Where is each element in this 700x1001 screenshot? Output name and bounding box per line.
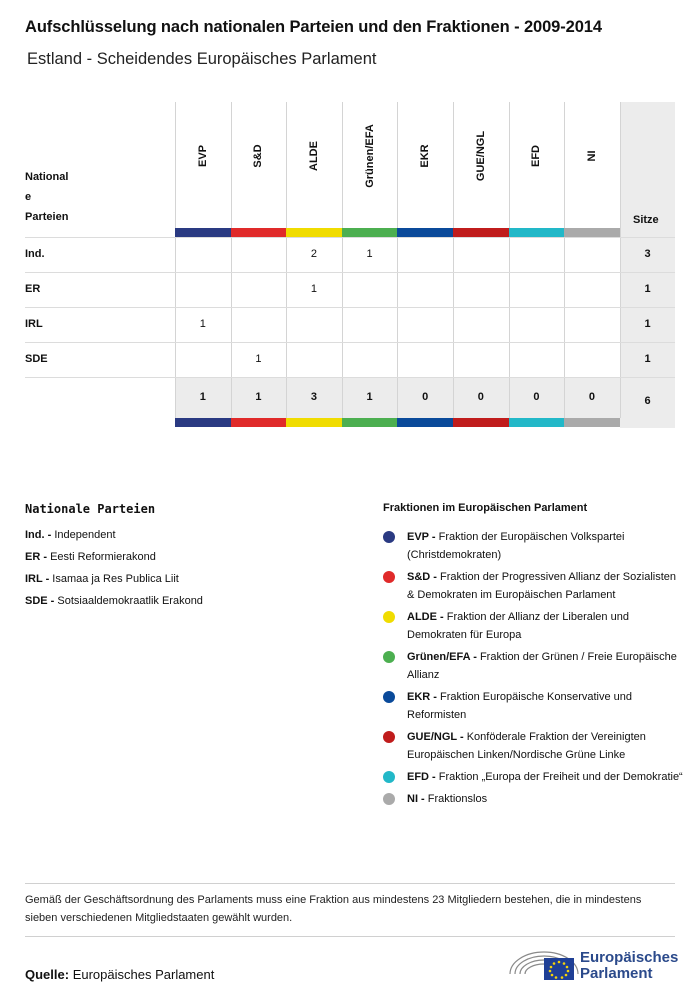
legend-name: Fraktion der Progressiven Allianz der Sozialisten & Demokraten im Europäischen Parlament [407, 571, 677, 601]
seats-table [25, 102, 675, 429]
legend-dot-icon [383, 771, 395, 783]
seat-count: 1 [255, 353, 262, 365]
seats-column-bg [620, 102, 675, 428]
national-legend [25, 528, 345, 616]
divider [25, 883, 675, 884]
column-header: GUE/NGL [474, 130, 487, 182]
source-text: Europäisches Parlament [72, 967, 215, 982]
group-color-bar [286, 418, 342, 427]
legend-name: Fraktionslos [427, 793, 488, 805]
legend-abbr: SDE - [25, 595, 58, 607]
legend-abbr: Grünen/EFA - [407, 651, 480, 663]
group-legend-item [383, 688, 683, 724]
group-color-bar [453, 418, 509, 427]
column-total: 1 [255, 391, 262, 403]
legend-dot-icon [383, 691, 395, 703]
grid-line [397, 102, 398, 418]
source-label: Quelle: [25, 967, 70, 982]
column-header: EKR [419, 144, 432, 168]
column-header: NI [586, 150, 598, 162]
grid-line [25, 342, 675, 343]
column-total: 1 [199, 391, 206, 403]
column-header: ALDE [308, 141, 320, 171]
grid-line [564, 102, 565, 418]
grand-total: 6 [644, 395, 651, 407]
column-total: 0 [588, 391, 596, 403]
legend-abbr: NI - [407, 793, 428, 805]
group-color-bar [564, 228, 620, 237]
column-total: 3 [310, 391, 318, 403]
group-color-bar [342, 228, 398, 237]
legend-dot-icon [383, 793, 395, 805]
grid-line [509, 102, 510, 418]
group-legend-item [383, 528, 683, 564]
national-legend-item [25, 594, 345, 616]
grid-line [25, 272, 675, 273]
column-header: Grünen/EFA [363, 124, 376, 188]
national-legend-item [25, 528, 345, 550]
group-legend-item [383, 608, 683, 644]
seat-count: 1 [199, 318, 206, 330]
logo-line: Europäisches [580, 949, 679, 966]
legend-abbr: IRL - [25, 573, 53, 585]
legend-name: Fraktion der Europäischen Volkspartei (Christdemokraten) [407, 531, 625, 561]
legend-abbr: EKR - [407, 691, 440, 703]
column-total: 0 [477, 391, 484, 403]
grid-line [620, 102, 621, 418]
divider [25, 936, 675, 937]
group-color-bar [509, 418, 565, 427]
legend-name: Fraktion der Allianz der Liberalen und Demokraten für Europa [407, 611, 629, 641]
seats-header: Sitze [633, 214, 659, 226]
row-header-line: National [25, 171, 69, 183]
page-title: Aufschlüsselung nach nationalen Parteien und den Fraktionen - 2009-2014 [25, 18, 602, 36]
group-color-bar [397, 418, 453, 427]
legend-name: Sotsiaaldemokraatlik Erakond [57, 595, 203, 607]
party-label: Ind. [25, 248, 45, 260]
row-total: 1 [644, 283, 651, 295]
group-legend-item [383, 790, 683, 808]
grid-line [286, 102, 287, 418]
row-total: 3 [644, 248, 651, 260]
grid-line [231, 102, 232, 418]
national-legend-title: Nationale Parteien [25, 502, 156, 516]
column-total: 0 [422, 391, 429, 403]
group-color-bar [564, 418, 620, 427]
legend-abbr: ALDE - [407, 611, 447, 623]
seat-count: 2 [310, 248, 318, 260]
legend-dot-icon [383, 571, 395, 583]
group-color-bar [509, 228, 565, 237]
grid-line [342, 102, 343, 418]
legend-dot-icon [383, 651, 395, 663]
group-color-bar [286, 228, 342, 237]
grid-line [453, 102, 454, 418]
legend-name: Fraktion „Europa der Freiheit und der Demokratie“ [438, 771, 683, 783]
groups-legend-title: Fraktionen im Europäischen Parlament [383, 502, 588, 514]
legend-name: Eesti Reformierakond [50, 551, 156, 563]
group-color-bar [175, 418, 231, 427]
party-label: IRL [25, 318, 43, 330]
column-header: S&D [252, 144, 265, 168]
grid-line [175, 102, 176, 418]
row-header [25, 167, 68, 227]
group-color-bar [342, 418, 398, 427]
groups-legend [383, 528, 683, 812]
group-legend-item [383, 568, 683, 604]
source [25, 967, 214, 982]
group-color-bar [231, 228, 287, 237]
legend-name: Fraktion der Grünen / Freie Europäische Allianz [407, 651, 677, 681]
national-legend-item [25, 572, 345, 594]
column-header: EFD [530, 145, 543, 167]
footnote: Gemäß der Geschäftsordnung des Parlaments muss eine Fraktion aus mindestens 23 Mitgliedern bestehen, die in mindestens sieben verschiedenen Mitgliedstaaten gewählt wurden. [25, 894, 642, 924]
legend-name: Independent [54, 529, 116, 541]
column-total: 0 [533, 391, 540, 403]
group-color-bar [231, 418, 287, 427]
legend-name: Fraktion Europäische Konservative und Reformisten [407, 691, 632, 721]
logo-line: Parlament [580, 965, 653, 982]
seat-count: 1 [366, 248, 373, 260]
row-header-line: Parteien [25, 211, 69, 223]
group-color-bar [397, 228, 453, 237]
grid-line [25, 237, 675, 238]
legend-dot-icon [383, 731, 395, 743]
legend-abbr: ER - [25, 551, 51, 563]
legend-name: Konföderale Fraktion der Vereinigten Europäischen Linken/Nordische Grüne Linke [407, 731, 646, 761]
legend-dot-icon [383, 531, 395, 543]
grid-line [25, 307, 675, 308]
legend-abbr: GUE/NGL - [407, 731, 467, 743]
group-legend-item [383, 648, 683, 684]
column-total: 1 [366, 391, 373, 403]
legend-name: Isamaa ja Res Publica Liit [52, 573, 179, 585]
legend-abbr: EVP - [407, 531, 439, 543]
legend-abbr: Ind. - [25, 529, 55, 541]
row-total: 1 [644, 318, 651, 330]
group-color-bar [453, 228, 509, 237]
grid-line [25, 377, 675, 378]
seat-count: 1 [310, 283, 318, 295]
legend-abbr: EFD - [407, 771, 439, 783]
party-label: SDE [25, 353, 48, 365]
legend-abbr: S&D - [407, 571, 440, 583]
national-legend-item [25, 550, 345, 572]
ep-logo-text [580, 950, 678, 982]
group-legend-item [383, 768, 683, 786]
group-color-bar [175, 228, 231, 237]
legend-dot-icon [383, 611, 395, 623]
group-legend-item [383, 728, 683, 764]
column-header: EVP [196, 145, 209, 168]
page-subtitle: Estland - Scheidendes Europäisches Parlament [27, 50, 377, 68]
party-label: ER [25, 283, 41, 295]
row-header-line: e [25, 191, 32, 203]
row-total: 1 [644, 353, 651, 365]
